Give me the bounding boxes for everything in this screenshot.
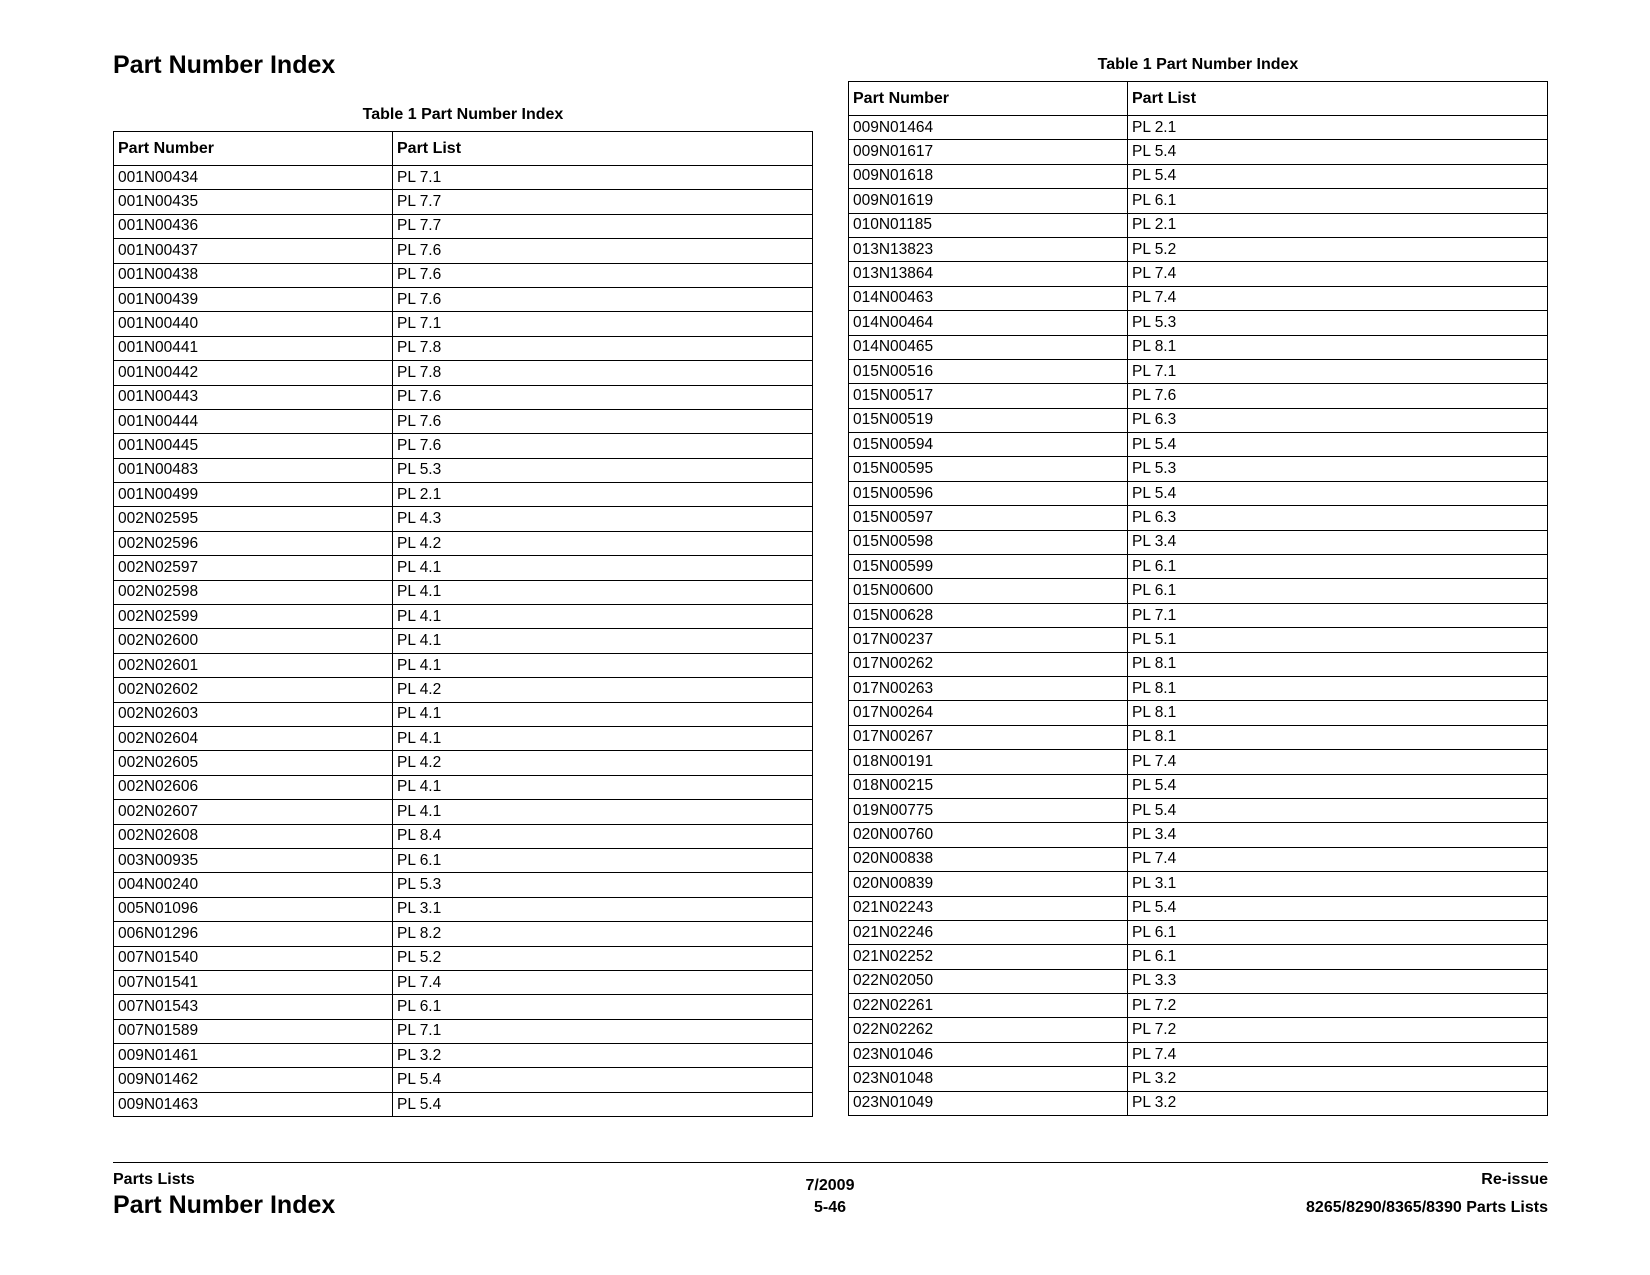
part-list-cell: PL 3.3	[1128, 969, 1548, 993]
part-list-cell: PL 5.4	[1128, 433, 1548, 457]
part-list-cell: PL 2.1	[393, 483, 813, 507]
table-row	[849, 920, 1548, 944]
part-number-cell: 015N00595	[849, 457, 1128, 481]
part-list-cell: PL 7.4	[1128, 847, 1548, 871]
part-number-cell: 002N02601	[114, 653, 393, 677]
part-list-cell: PL 5.4	[393, 1092, 813, 1116]
right-part-number-table	[848, 81, 1548, 1116]
part-list-cell: PL 7.1	[393, 1019, 813, 1043]
part-list-cell: PL 7.4	[1128, 750, 1548, 774]
part-list-cell: PL 6.1	[393, 995, 813, 1019]
table-row	[849, 408, 1548, 432]
table-row	[114, 995, 813, 1019]
header-part-number: Part Number	[114, 132, 393, 166]
table-header-row	[849, 82, 1548, 116]
table-row	[114, 263, 813, 287]
part-list-cell: PL 7.8	[393, 361, 813, 385]
table-row	[114, 848, 813, 872]
part-number-cell: 001N00439	[114, 287, 393, 311]
table-row	[114, 287, 813, 311]
part-number-cell: 002N02603	[114, 702, 393, 726]
part-number-cell: 001N00441	[114, 336, 393, 360]
table-row	[849, 164, 1548, 188]
part-number-cell: 017N00262	[849, 652, 1128, 676]
table-row	[849, 676, 1548, 700]
table-row	[849, 286, 1548, 310]
part-list-cell: PL 7.1	[393, 312, 813, 336]
part-number-cell: 002N02604	[114, 726, 393, 750]
table-row	[849, 311, 1548, 335]
table-row	[114, 897, 813, 921]
table-row	[114, 702, 813, 726]
part-list-cell: PL 6.1	[1128, 945, 1548, 969]
part-number-cell: 022N02050	[849, 969, 1128, 993]
table-row	[114, 556, 813, 580]
part-list-cell: PL 7.6	[393, 287, 813, 311]
part-number-cell: 015N00517	[849, 384, 1128, 408]
part-number-cell: 019N00775	[849, 798, 1128, 822]
part-list-cell: PL 8.1	[1128, 676, 1548, 700]
part-number-cell: 006N01296	[114, 922, 393, 946]
part-number-cell: 015N00600	[849, 579, 1128, 603]
part-number-cell: 023N01046	[849, 1042, 1128, 1066]
table-row	[849, 701, 1548, 725]
part-list-cell: PL 3.1	[393, 897, 813, 921]
table-row	[849, 116, 1548, 140]
table-row	[849, 774, 1548, 798]
part-number-cell: 001N00442	[114, 361, 393, 385]
table-row	[849, 359, 1548, 383]
table-row	[114, 1092, 813, 1116]
table-row	[849, 530, 1548, 554]
part-list-cell: PL 5.4	[1128, 896, 1548, 920]
table-row	[849, 994, 1548, 1018]
table-row	[849, 872, 1548, 896]
part-number-cell: 001N00483	[114, 458, 393, 482]
table-row	[849, 603, 1548, 627]
part-number-cell: 002N02608	[114, 824, 393, 848]
table-row	[849, 506, 1548, 530]
part-list-cell: PL 8.1	[1128, 335, 1548, 359]
part-list-cell: PL 5.4	[1128, 140, 1548, 164]
part-number-cell: 014N00465	[849, 335, 1128, 359]
part-number-cell: 002N02598	[114, 580, 393, 604]
part-number-cell: 013N13823	[849, 237, 1128, 261]
table-row	[114, 385, 813, 409]
part-list-cell: PL 3.4	[1128, 823, 1548, 847]
part-list-cell: PL 7.6	[393, 409, 813, 433]
footer-date: 7/2009	[805, 1177, 855, 1194]
table-row	[114, 1068, 813, 1092]
part-list-cell: PL 4.1	[393, 726, 813, 750]
part-number-cell: 015N00519	[849, 408, 1128, 432]
part-number-cell: 001N00436	[114, 214, 393, 238]
part-list-cell: PL 7.6	[1128, 384, 1548, 408]
table-row	[114, 458, 813, 482]
part-number-cell: 009N01619	[849, 189, 1128, 213]
table-row	[114, 190, 813, 214]
table-row	[114, 824, 813, 848]
part-number-cell: 018N00191	[849, 750, 1128, 774]
part-number-cell: 009N01618	[849, 164, 1128, 188]
part-number-cell: 021N02243	[849, 896, 1128, 920]
table-row	[114, 361, 813, 385]
part-number-cell: 001N00445	[114, 434, 393, 458]
table-row	[849, 262, 1548, 286]
part-list-cell: PL 6.1	[1128, 920, 1548, 944]
part-number-cell: 001N00434	[114, 166, 393, 190]
table-row	[114, 653, 813, 677]
part-list-cell: PL 4.1	[393, 775, 813, 799]
header-part-number: Part Number	[849, 82, 1128, 116]
part-number-cell: 002N02605	[114, 751, 393, 775]
table-row	[114, 580, 813, 604]
part-list-cell: PL 7.1	[393, 166, 813, 190]
part-number-cell: 017N00237	[849, 628, 1128, 652]
table-row	[114, 214, 813, 238]
part-number-cell: 002N02606	[114, 775, 393, 799]
part-list-cell: PL 7.1	[1128, 359, 1548, 383]
part-number-cell: 007N01589	[114, 1019, 393, 1043]
part-list-cell: PL 4.2	[393, 531, 813, 555]
part-number-cell: 009N01462	[114, 1068, 393, 1092]
part-number-cell: 002N02599	[114, 605, 393, 629]
part-list-cell: PL 5.3	[393, 873, 813, 897]
part-number-cell: 010N01185	[849, 213, 1128, 237]
part-list-cell: PL 3.2	[1128, 1091, 1548, 1115]
table-row	[849, 579, 1548, 603]
part-list-cell: PL 7.6	[393, 239, 813, 263]
part-list-cell: PL 4.1	[393, 580, 813, 604]
part-list-cell: PL 5.2	[1128, 237, 1548, 261]
part-list-cell: PL 8.1	[1128, 725, 1548, 749]
part-number-cell: 023N01049	[849, 1091, 1128, 1115]
table-row	[114, 873, 813, 897]
part-number-cell: 007N01543	[114, 995, 393, 1019]
part-number-cell: 015N00628	[849, 603, 1128, 627]
page-title: Part Number Index	[113, 51, 336, 79]
table-row	[114, 312, 813, 336]
part-number-cell: 014N00463	[849, 286, 1128, 310]
part-number-cell: 004N00240	[114, 873, 393, 897]
part-list-cell: PL 5.4	[1128, 798, 1548, 822]
left-part-number-table	[113, 131, 813, 1117]
table-row	[114, 166, 813, 190]
footer-page-number: 5-46	[813, 1199, 847, 1216]
table-row	[849, 945, 1548, 969]
part-list-cell: PL 5.2	[393, 946, 813, 970]
part-list-cell: PL 7.6	[393, 263, 813, 287]
table-row	[114, 678, 813, 702]
part-list-cell: PL 5.4	[1128, 481, 1548, 505]
table-row	[114, 507, 813, 531]
header-part-list: Part List	[1128, 82, 1548, 116]
table-row	[114, 336, 813, 360]
table-row	[849, 1091, 1548, 1115]
part-list-cell: PL 3.2	[393, 1044, 813, 1068]
table-row	[849, 798, 1548, 822]
part-number-cell: 001N00444	[114, 409, 393, 433]
part-list-cell: PL 7.6	[393, 434, 813, 458]
part-number-cell: 020N00760	[849, 823, 1128, 847]
table-row	[849, 1018, 1548, 1042]
part-list-cell: PL 7.4	[1128, 1042, 1548, 1066]
part-list-cell: PL 7.7	[393, 214, 813, 238]
part-list-cell: PL 4.2	[393, 678, 813, 702]
table-row	[849, 140, 1548, 164]
table-row	[849, 1067, 1548, 1091]
footer-divider	[113, 1162, 1548, 1163]
part-list-cell: PL 2.1	[1128, 213, 1548, 237]
part-list-cell: PL 4.1	[393, 702, 813, 726]
part-number-cell: 014N00464	[849, 311, 1128, 335]
table-row	[849, 555, 1548, 579]
table-row	[114, 239, 813, 263]
table-row	[114, 531, 813, 555]
part-number-cell: 015N00596	[849, 481, 1128, 505]
part-number-cell: 003N00935	[114, 848, 393, 872]
table-row	[849, 725, 1548, 749]
table-row	[114, 605, 813, 629]
part-number-cell: 001N00437	[114, 239, 393, 263]
part-list-cell: PL 7.4	[393, 970, 813, 994]
part-list-cell: PL 5.4	[1128, 774, 1548, 798]
part-list-cell: PL 7.4	[1128, 262, 1548, 286]
footer-status: Re-issue	[1481, 1171, 1548, 1188]
part-number-cell: 009N01461	[114, 1044, 393, 1068]
table-row	[849, 237, 1548, 261]
part-number-cell: 022N02261	[849, 994, 1128, 1018]
table-row	[114, 1019, 813, 1043]
left-table-caption: Table 1 Part Number Index	[362, 106, 564, 123]
part-number-cell: 002N02595	[114, 507, 393, 531]
part-list-cell: PL 5.3	[1128, 311, 1548, 335]
part-list-cell: PL 8.1	[1128, 652, 1548, 676]
table-row	[849, 750, 1548, 774]
part-list-cell: PL 4.3	[393, 507, 813, 531]
part-number-cell: 020N00838	[849, 847, 1128, 871]
table-row	[849, 652, 1548, 676]
part-list-cell: PL 6.1	[393, 848, 813, 872]
part-list-cell: PL 4.1	[393, 629, 813, 653]
part-number-cell: 001N00440	[114, 312, 393, 336]
part-list-cell: PL 6.1	[1128, 579, 1548, 603]
table-row	[114, 434, 813, 458]
table-row	[849, 481, 1548, 505]
table-row	[114, 946, 813, 970]
part-list-cell: PL 8.2	[393, 922, 813, 946]
footer-product: 8265/8290/8365/8390 Parts Lists	[1306, 1199, 1548, 1216]
part-list-cell: PL 5.3	[393, 458, 813, 482]
part-number-cell: 009N01464	[849, 116, 1128, 140]
part-list-cell: PL 8.4	[393, 824, 813, 848]
part-list-cell: PL 6.3	[1128, 408, 1548, 432]
part-number-cell: 001N00443	[114, 385, 393, 409]
part-list-cell: PL 4.1	[393, 556, 813, 580]
table-row	[114, 775, 813, 799]
table-row	[114, 726, 813, 750]
part-number-cell: 009N01617	[849, 140, 1128, 164]
table-row	[849, 823, 1548, 847]
part-number-cell: 015N00599	[849, 555, 1128, 579]
part-list-cell: PL 5.4	[393, 1068, 813, 1092]
table-row	[114, 483, 813, 507]
part-number-cell: 001N00435	[114, 190, 393, 214]
part-number-cell: 017N00267	[849, 725, 1128, 749]
table-row	[849, 433, 1548, 457]
part-number-cell: 002N02597	[114, 556, 393, 580]
part-number-cell: 018N00215	[849, 774, 1128, 798]
part-number-cell: 002N02607	[114, 800, 393, 824]
part-list-cell: PL 6.1	[1128, 189, 1548, 213]
table-row	[114, 751, 813, 775]
part-number-cell: 017N00263	[849, 676, 1128, 700]
left-table-body	[114, 166, 813, 1117]
part-list-cell: PL 7.4	[1128, 286, 1548, 310]
part-list-cell: PL 3.1	[1128, 872, 1548, 896]
part-list-cell: PL 7.8	[393, 336, 813, 360]
part-number-cell: 001N00499	[114, 483, 393, 507]
table-row	[849, 847, 1548, 871]
part-list-cell: PL 4.2	[393, 751, 813, 775]
part-number-cell: 009N01463	[114, 1092, 393, 1116]
part-number-cell: 015N00516	[849, 359, 1128, 383]
table-row	[849, 969, 1548, 993]
footer-title: Part Number Index	[113, 1191, 336, 1219]
table-row	[849, 213, 1548, 237]
part-number-cell: 005N01096	[114, 897, 393, 921]
part-list-cell: PL 4.1	[393, 653, 813, 677]
part-list-cell: PL 6.3	[1128, 506, 1548, 530]
table-row	[114, 970, 813, 994]
table-row	[114, 1044, 813, 1068]
part-list-cell: PL 5.1	[1128, 628, 1548, 652]
table-header-row	[114, 132, 813, 166]
table-row	[114, 922, 813, 946]
part-number-cell: 023N01048	[849, 1067, 1128, 1091]
part-number-cell: 020N00839	[849, 872, 1128, 896]
part-list-cell: PL 7.1	[1128, 603, 1548, 627]
table-row	[114, 629, 813, 653]
table-row	[849, 335, 1548, 359]
part-number-cell: 002N02602	[114, 678, 393, 702]
part-list-cell: PL 7.6	[393, 385, 813, 409]
right-table-caption: Table 1 Part Number Index	[1097, 56, 1299, 73]
part-number-cell: 017N00264	[849, 701, 1128, 725]
part-number-cell: 022N02262	[849, 1018, 1128, 1042]
part-number-cell: 021N02246	[849, 920, 1128, 944]
part-list-cell: PL 5.4	[1128, 164, 1548, 188]
part-number-cell: 002N02596	[114, 531, 393, 555]
footer-section: Parts Lists	[113, 1171, 195, 1188]
table-row	[849, 189, 1548, 213]
part-list-cell: PL 7.7	[393, 190, 813, 214]
part-list-cell: PL 4.1	[393, 800, 813, 824]
part-list-cell: PL 7.2	[1128, 994, 1548, 1018]
part-number-cell: 015N00594	[849, 433, 1128, 457]
table-row	[849, 384, 1548, 408]
table-row	[114, 409, 813, 433]
table-row	[849, 628, 1548, 652]
part-number-cell: 021N02252	[849, 945, 1128, 969]
part-list-cell: PL 8.1	[1128, 701, 1548, 725]
part-list-cell: PL 5.3	[1128, 457, 1548, 481]
part-number-cell: 015N00598	[849, 530, 1128, 554]
table-row	[114, 800, 813, 824]
part-list-cell: PL 6.1	[1128, 555, 1548, 579]
part-number-cell: 013N13864	[849, 262, 1128, 286]
part-list-cell: PL 4.1	[393, 605, 813, 629]
part-list-cell: PL 7.2	[1128, 1018, 1548, 1042]
part-number-cell: 015N00597	[849, 506, 1128, 530]
part-number-cell: 007N01541	[114, 970, 393, 994]
table-row	[849, 896, 1548, 920]
part-number-cell: 002N02600	[114, 629, 393, 653]
header-part-list: Part List	[393, 132, 813, 166]
table-row	[849, 457, 1548, 481]
part-number-cell: 001N00438	[114, 263, 393, 287]
part-list-cell: PL 3.4	[1128, 530, 1548, 554]
part-number-cell: 007N01540	[114, 946, 393, 970]
right-table-body	[849, 116, 1548, 1116]
table-row	[849, 1042, 1548, 1066]
part-list-cell: PL 3.2	[1128, 1067, 1548, 1091]
part-list-cell: PL 2.1	[1128, 116, 1548, 140]
